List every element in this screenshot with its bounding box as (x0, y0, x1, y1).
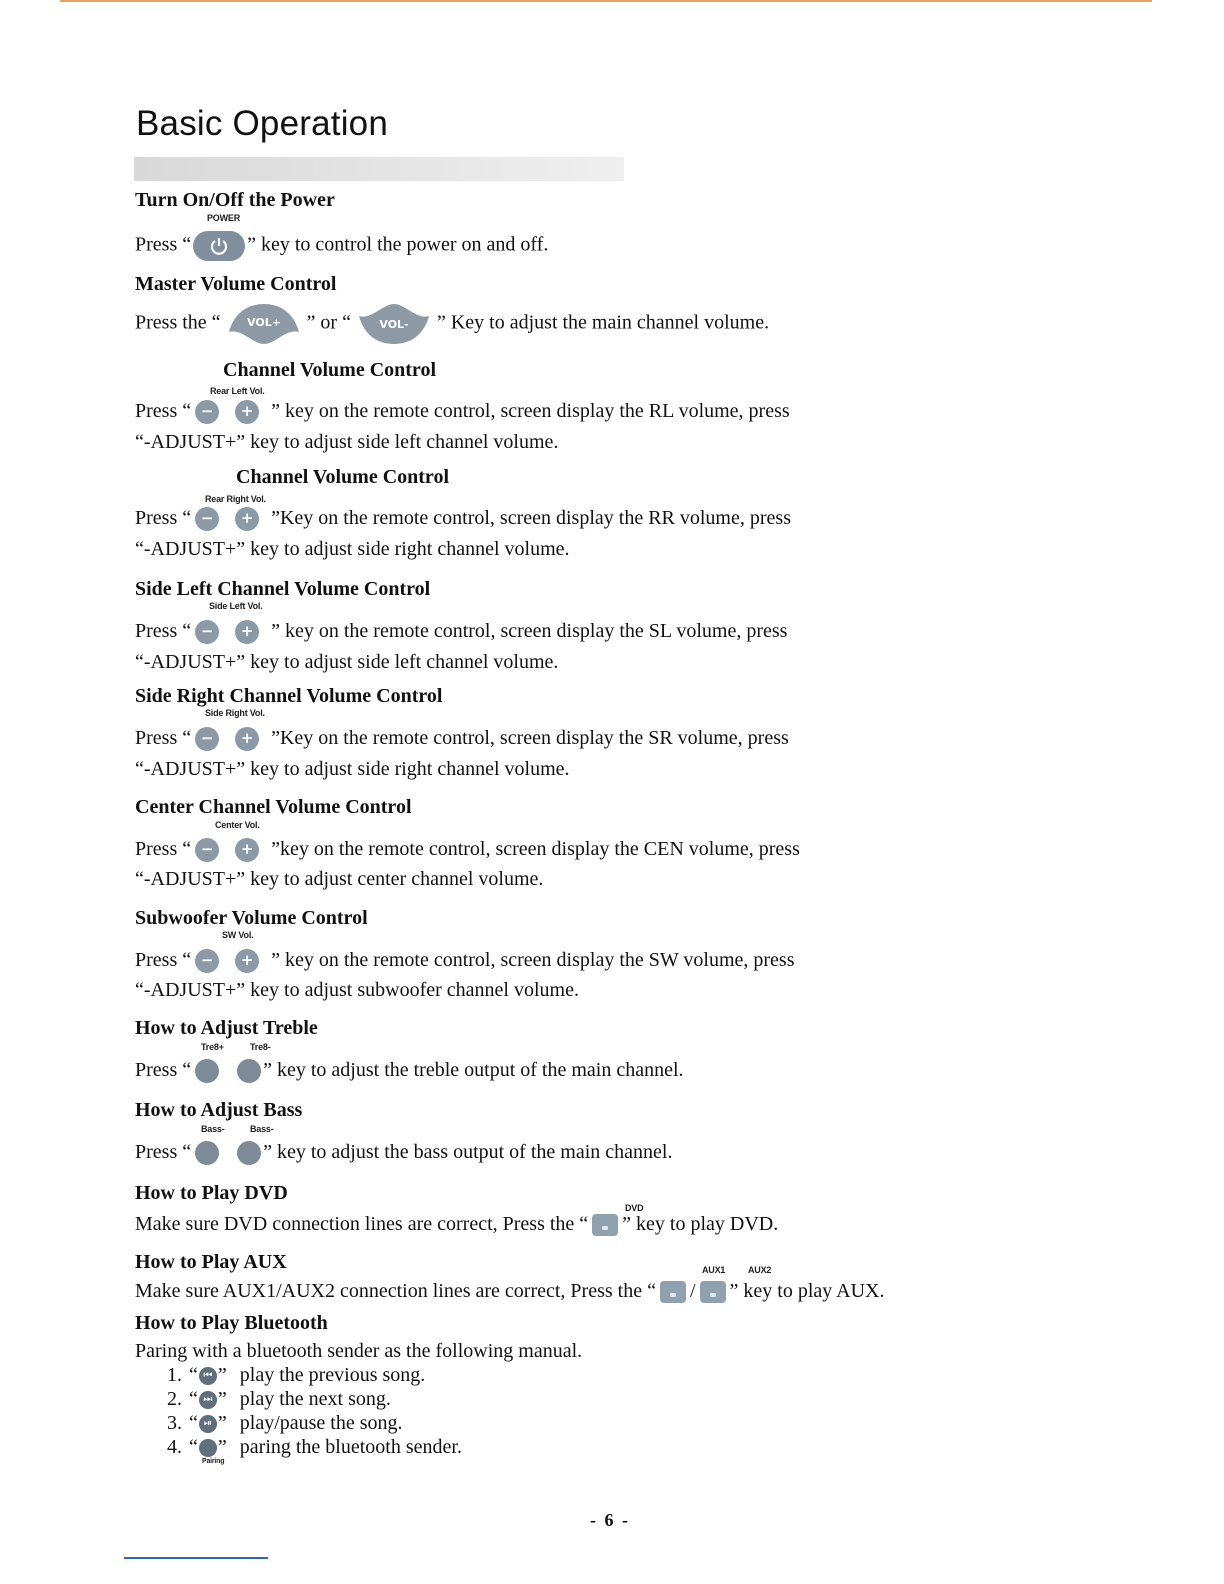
aux2-key[interactable] (700, 1281, 726, 1303)
minus-icon: − (200, 951, 214, 970)
section-heading: Center Channel Volume Control (135, 796, 412, 818)
section-rear-left (135, 358, 1035, 453)
text-segment: ” (217, 1436, 227, 1458)
text-segment: ”Key on the remote control, screen display the SR volume, press (271, 727, 789, 749)
minus-key[interactable] (195, 727, 219, 751)
text-segment: / (689, 1280, 696, 1302)
power-key[interactable] (193, 231, 245, 261)
page-title: Basic Operation (136, 104, 389, 143)
minus-icon: − (200, 622, 214, 641)
section-heading: How to Play Bluetooth (135, 1312, 328, 1334)
section-heading: Channel Volume Control (236, 466, 450, 488)
power-icon (209, 236, 229, 256)
body-line (135, 505, 791, 531)
key-label: Side Right Vol. (205, 708, 265, 718)
bass-down-key[interactable] (237, 1141, 261, 1165)
text-segment: ” key to adjust the treble output of the main channel. (263, 1059, 684, 1081)
key-label-bass-up: Bass- (201, 1124, 225, 1134)
play-pause-icon: ⏯ (203, 1418, 212, 1430)
section-bluetooth (135, 1311, 1035, 1465)
bottom-rule (124, 1557, 268, 1559)
minus-icon: − (200, 509, 214, 528)
list-item (167, 1435, 462, 1459)
key-label-treble-down: Tre8- (250, 1042, 271, 1052)
section-heading: How to Play AUX (135, 1251, 287, 1273)
body-line (135, 1139, 672, 1165)
section-master-volume (135, 272, 1035, 334)
vol-up-label: VOL+ (246, 316, 281, 329)
plus-key[interactable] (235, 400, 259, 424)
treble-down-key[interactable] (237, 1059, 261, 1083)
pairing-key[interactable] (199, 1439, 217, 1457)
list-text: play the next song. (239, 1388, 391, 1410)
list-text: paring the bluetooth sender. (239, 1436, 462, 1458)
text-segment: ” key on the remote control, screen display the SL volume, press (271, 620, 788, 642)
text-segment: ” key to adjust the bass output of the main channel. (263, 1141, 673, 1163)
section-treble (135, 1016, 1035, 1081)
text-segment: ” key to control the power on and off. (247, 233, 549, 256)
treble-up-key[interactable] (195, 1059, 219, 1083)
text-segment: Press “ (135, 838, 192, 860)
body-line (135, 1057, 684, 1083)
text-segment: “ (189, 1412, 198, 1434)
list-text: play the previous song. (239, 1364, 426, 1386)
body-line-2: “-ADJUST+” key to adjust side right channel volume. (135, 758, 570, 780)
text-segment: ” or “ (306, 311, 351, 334)
text-segment: ” key on the remote control, screen display the RL volume, press (271, 400, 790, 422)
text-segment: ”Key on the remote control, screen display the RR volume, press (271, 507, 791, 529)
text-segment: Press “ (135, 233, 192, 256)
text-segment: ” (217, 1364, 227, 1386)
section-center (135, 795, 1035, 890)
body-line (135, 1278, 885, 1304)
section-heading: Subwoofer Volume Control (135, 907, 368, 929)
vol-up-key[interactable] (225, 302, 303, 346)
section-heading: Turn On/Off the Power (135, 189, 335, 211)
text-segment: Press the “ (135, 311, 221, 334)
key-label: SW Vol. (222, 930, 254, 940)
plus-icon: + (240, 729, 254, 748)
list-number: 3. (167, 1412, 182, 1434)
section-heading: How to Play DVD (135, 1182, 288, 1204)
section-rear-right (135, 465, 1035, 560)
minus-key[interactable] (195, 400, 219, 424)
minus-icon: − (200, 729, 214, 748)
dvd-key[interactable] (592, 1214, 618, 1236)
section-subwoofer (135, 906, 1035, 1001)
body-line (135, 725, 789, 751)
previous-key[interactable] (199, 1367, 217, 1385)
pairing-label: Pairing (202, 1458, 225, 1465)
text-segment: ” key to play DVD. (622, 1213, 779, 1235)
plus-key[interactable] (235, 727, 259, 751)
body-line (135, 302, 769, 346)
text-segment: ” key to play AUX. (729, 1280, 885, 1302)
body-line-2: “-ADJUST+” key to adjust side left channel volume. (135, 651, 559, 673)
minus-key[interactable] (195, 620, 219, 644)
section-heading: How to Adjust Treble (135, 1017, 318, 1039)
body-line (135, 836, 800, 862)
text-segment: Press “ (135, 727, 192, 749)
key-label-bass-down: Bass- (250, 1124, 274, 1134)
key-label-aux2: AUX2 (748, 1265, 772, 1275)
text-segment: Press “ (135, 949, 192, 971)
section-dvd (135, 1181, 1035, 1235)
section-heading: Side Right Channel Volume Control (135, 685, 443, 707)
plus-key[interactable] (235, 949, 259, 973)
list-item (167, 1411, 403, 1435)
list-number: 4. (167, 1436, 182, 1458)
section-heading: Master Volume Control (135, 273, 337, 295)
body-line-2: “-ADJUST+” key to adjust center channel volume. (135, 868, 544, 890)
text-segment: Press “ (135, 507, 192, 529)
list-number: 2. (167, 1388, 182, 1410)
body-line-2: “-ADJUST+” key to adjust subwoofer channel volume. (135, 979, 579, 1001)
play-pause-key[interactable] (199, 1415, 217, 1433)
key-label-aux1: AUX1 (702, 1265, 726, 1275)
vol-down-key[interactable] (355, 302, 433, 346)
text-segment: ”key on the remote control, screen display the CEN volume, press (271, 838, 800, 860)
text-segment: “ (189, 1364, 198, 1386)
key-label-treble-up: Tre8+ (201, 1042, 224, 1052)
text-segment: Press “ (135, 620, 192, 642)
section-power (135, 188, 1035, 256)
plus-key[interactable] (235, 620, 259, 644)
body-line: Paring with a bluetooth sender as the following manual. (135, 1340, 583, 1362)
minus-icon: − (200, 402, 214, 421)
next-key[interactable] (199, 1391, 217, 1409)
plus-key[interactable] (235, 507, 259, 531)
top-rule (60, 0, 1152, 2)
aux1-key[interactable] (660, 1281, 686, 1303)
minus-key[interactable] (195, 949, 219, 973)
text-segment: ” (217, 1412, 227, 1434)
section-heading: How to Adjust Bass (135, 1099, 303, 1121)
text-segment: ” key on the remote control, screen display the SW volume, press (271, 949, 795, 971)
key-label: Side Left Vol. (209, 601, 263, 611)
bass-up-key[interactable] (195, 1141, 219, 1165)
next-track-icon: ⏭ (203, 1394, 213, 1406)
plus-icon: + (240, 402, 254, 421)
plus-key[interactable] (235, 838, 259, 862)
key-label: DVD (625, 1203, 644, 1213)
list-text: play/pause the song. (239, 1412, 403, 1434)
body-line (135, 947, 795, 973)
body-line-2: “-ADJUST+” key to adjust side right channel volume. (135, 538, 570, 560)
text-segment: “ (189, 1436, 198, 1458)
list-item (167, 1363, 425, 1387)
page-number: - 6 - (590, 1510, 630, 1530)
text-segment: Press “ (135, 400, 192, 422)
text-segment: Press “ (135, 1141, 192, 1163)
section-bass (135, 1098, 1035, 1163)
text-segment: Press “ (135, 1059, 192, 1081)
key-label: Rear Left Vol. (210, 386, 265, 396)
body-line (135, 1211, 778, 1237)
text-segment: “ (189, 1388, 198, 1410)
section-aux (135, 1250, 1035, 1302)
minus-key[interactable] (195, 507, 219, 531)
section-side-left (135, 577, 1035, 673)
key-label: POWER (207, 213, 241, 223)
text-segment: Make sure AUX1/AUX2 connection lines are correct, Press the “ (135, 1280, 656, 1302)
text-segment: ” Key to adjust the main channel volume. (436, 311, 770, 334)
section-heading: Channel Volume Control (223, 359, 437, 381)
title-band (134, 157, 624, 181)
plus-icon: + (240, 622, 254, 641)
body-line-2: “-ADJUST+” key to adjust side left channel volume. (135, 431, 559, 453)
section-side-right (135, 684, 1035, 780)
plus-icon: + (240, 840, 254, 859)
vol-down-label: VOL- (379, 318, 409, 331)
section-heading: Side Left Channel Volume Control (135, 578, 431, 600)
text-segment: ” (217, 1388, 227, 1410)
body-line (135, 231, 548, 261)
previous-track-icon: ⏮ (203, 1370, 213, 1382)
body-line (135, 398, 790, 424)
key-label: Center Vol. (215, 820, 260, 830)
minus-key[interactable] (195, 838, 219, 862)
body-line (135, 618, 787, 644)
plus-icon: + (240, 509, 254, 528)
list-item (167, 1387, 391, 1411)
list-number: 1. (167, 1364, 182, 1386)
key-label: Rear Right Vol. (205, 494, 266, 504)
plus-icon: + (240, 951, 254, 970)
text-segment: Make sure DVD connection lines are correct, Press the “ (135, 1213, 589, 1235)
minus-icon: − (200, 840, 214, 859)
